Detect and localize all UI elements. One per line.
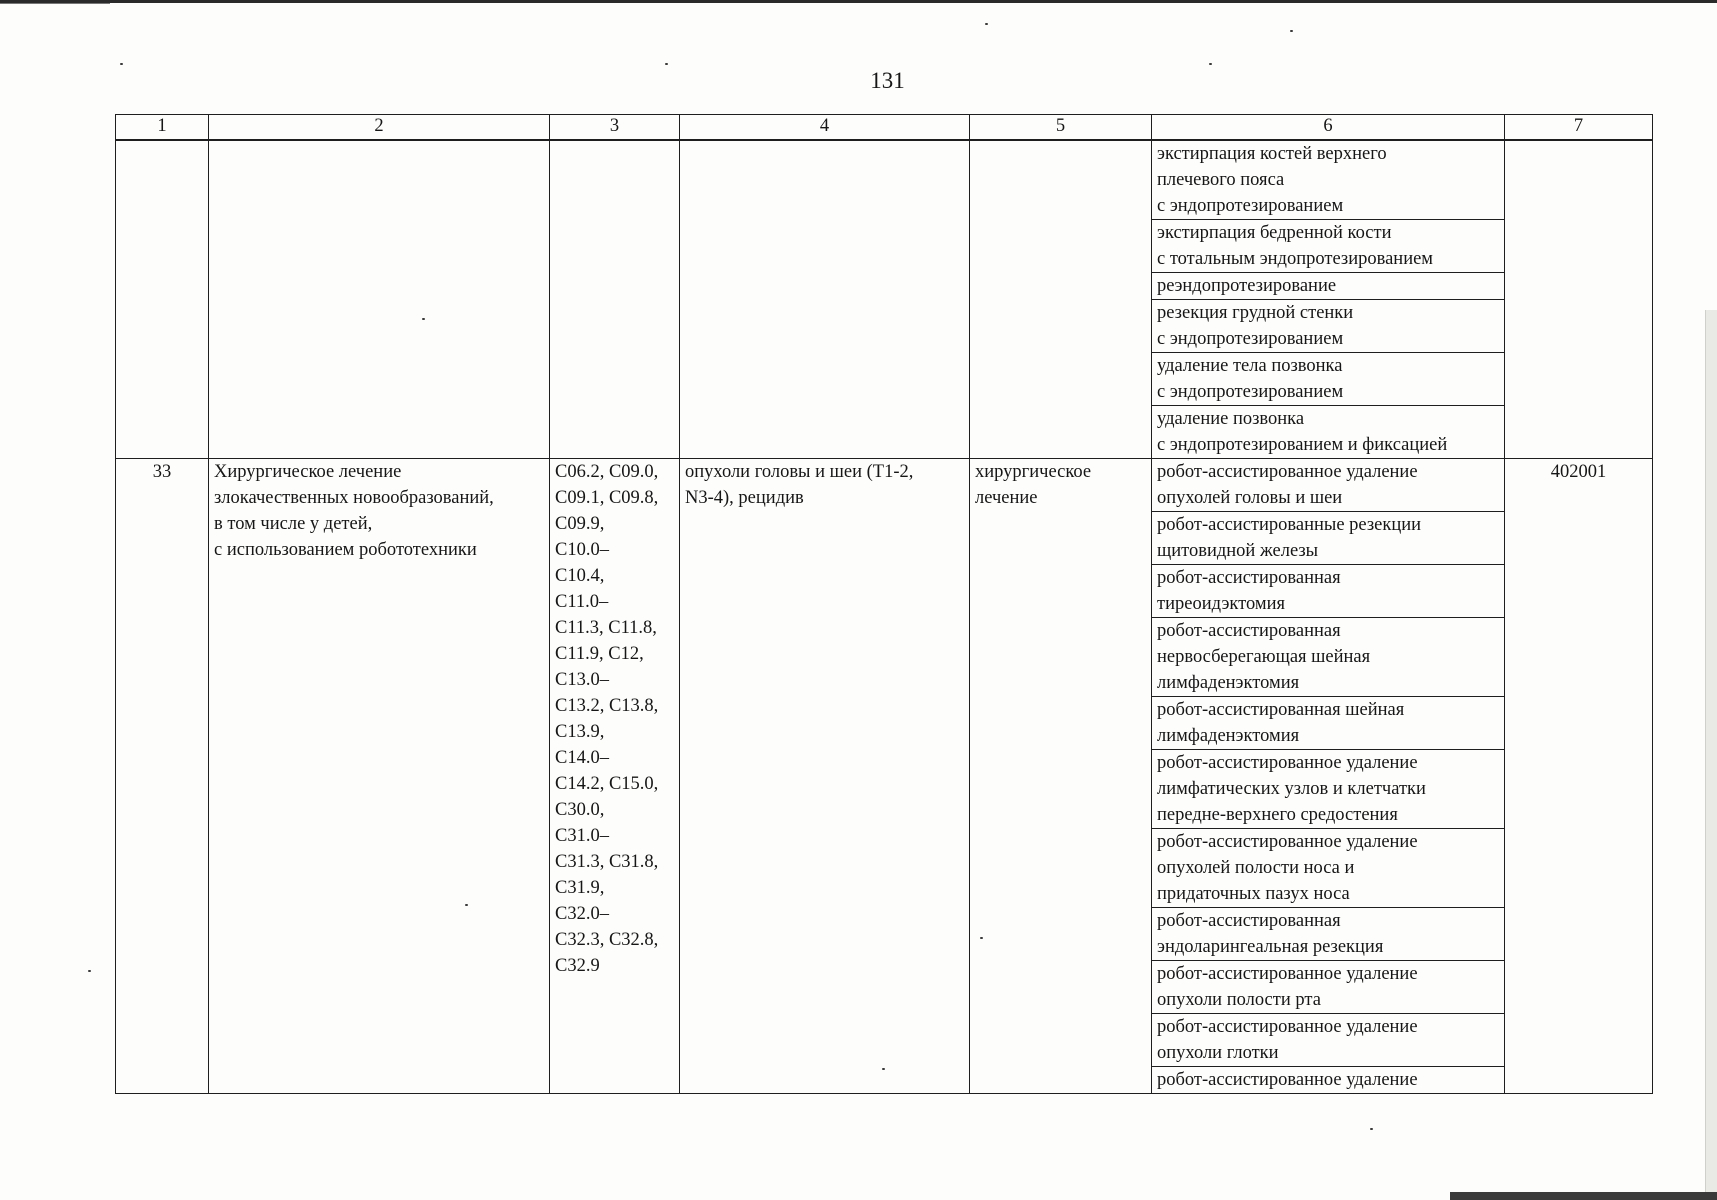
continuation-empty-cell	[1505, 140, 1653, 459]
procedures-table	[115, 114, 1653, 1094]
scan-speck	[88, 970, 91, 972]
method-item: робот-ассистированное удаление	[1157, 1070, 1418, 1090]
method-item: удаление позвонка с эндопротезированием и фиксацией	[1157, 409, 1448, 455]
methods-cell	[1152, 459, 1505, 1094]
care-type-name: Хирургическое лечение злокачественных новообразований, в том числе у детей, с использованием робототехники	[209, 459, 550, 1094]
continuation-empty-cell	[209, 140, 550, 459]
method-item: реэндопротезирование	[1152, 273, 1504, 300]
method-item: робот-ассистированная шейная лимфаденэктомия	[1152, 697, 1504, 750]
column-number-3: 3	[550, 115, 680, 141]
column-number-2: 2	[209, 115, 550, 141]
scan-speck	[985, 23, 988, 25]
method-item: резекция грудной стенки с эндопротезированием	[1152, 300, 1504, 353]
method-item: робот-ассистированное удаление опухоли полости рта	[1152, 961, 1504, 1014]
method-item: робот-ассистированная нервосберегающая шейная лимфаденэктомия	[1152, 618, 1504, 697]
method-item: робот-ассистированная эндоларингеальная резекция	[1152, 908, 1504, 961]
scan-speck	[1370, 1128, 1373, 1130]
row-number: 33	[116, 459, 209, 1094]
column-number-7: 7	[1505, 115, 1653, 141]
method-item: робот-ассистированное удаление опухоли глотки	[1152, 1014, 1504, 1067]
method-item: удаление тела позвонка с эндопротезированием	[1152, 353, 1504, 406]
continuation-methods-cell	[1152, 140, 1505, 459]
column-number-6: 6	[1152, 115, 1505, 141]
scan-speck	[1290, 30, 1293, 32]
icd-codes: C06.2, C09.0, C09.1, C09.8, C09.9, C10.0– C10.4, C11.0– C11.3, C11.8, C11.9, C12, C13.0– C13.2, C13.8, C13.9, C14.0– C14.2, C15.0, C30.0, C31.0– C31.3, C31.8, C31.9, C32.0– C32.3, C32.8, C32.9	[550, 459, 680, 1094]
method-item: экстирпация костей верхнего плечевого пояса с эндопротезированием	[1152, 141, 1504, 220]
scan-speck	[665, 63, 668, 65]
continuation-empty-cell	[970, 140, 1152, 459]
method-item: робот-ассистированное удаление опухолей полости носа и придаточных пазух носа	[1152, 829, 1504, 908]
treatment-type: хирургическое лечение	[970, 459, 1152, 1094]
scan-top-edge-line	[0, 3, 110, 4]
scan-top-edge	[0, 0, 1717, 3]
scan-speck	[1209, 63, 1212, 65]
method-item: экстирпация бедренной кости с тотальным эндопротезированием	[1152, 220, 1504, 273]
scan-speck	[120, 63, 123, 65]
column-number-5: 5	[970, 115, 1152, 141]
method-item: робот-ассистированное удаление лимфатических узлов и клетчатки передне-верхнего средостения	[1152, 750, 1504, 829]
scan-bottom-edge	[1450, 1192, 1717, 1200]
method-item: робот-ассистированное удаление опухолей головы и шеи	[1152, 459, 1504, 512]
page-number: 131	[870, 68, 905, 93]
column-number-4: 4	[680, 115, 970, 141]
continuation-empty-cell	[680, 140, 970, 459]
row-33	[116, 459, 1653, 1094]
patient-model: опухоли головы и шеи (T1-2, N3-4), рецидив	[680, 459, 970, 1094]
column-number-row	[116, 115, 1653, 141]
scan-right-edge	[1705, 310, 1717, 1200]
method-item: робот-ассистированная тиреоидэктомия	[1152, 565, 1504, 618]
continuation-empty-cell	[116, 140, 209, 459]
continuation-row	[116, 140, 1653, 459]
column-number-1: 1	[116, 115, 209, 141]
funding-code: 402001	[1505, 459, 1653, 1094]
method-item: робот-ассистированные резекции щитовидной железы	[1152, 512, 1504, 565]
continuation-empty-cell	[550, 140, 680, 459]
